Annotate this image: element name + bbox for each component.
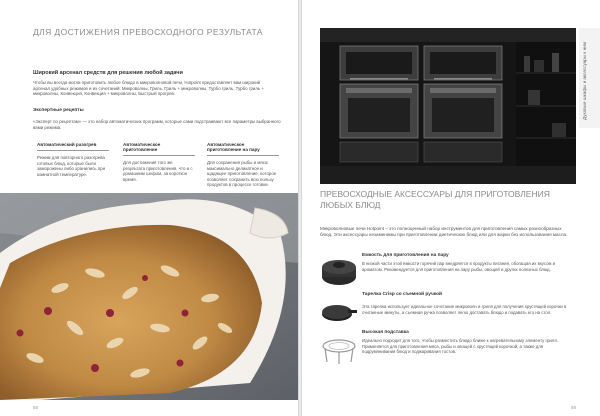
feature-column-title: Автоматический разогрев: [37, 142, 109, 151]
steamer-image: [320, 253, 358, 293]
feature-column-text: Для сохранения рыбы и мяса: максимально деликатное и щадящее приготовление, которое позволяет сохранить всю пользу продуктов в процессе готовки.: [207, 160, 277, 188]
accessory-text: В низкой части этой ёмкости горячий пар внедряется в продукты питания, обогащая их вкусом и ароматом. Рекомендуется для приготовления на пару рыбы, овощей и других полезных блюд.: [362, 261, 556, 272]
right-intro-text: Микроволновые печи Hotpoint – это полноценный набор инструментов для приготовления самых разнообразных блюд. Эти аксессуары незаменимы при приготовлении диетических блюд или для жарки без использования масла.: [320, 226, 568, 237]
left-intro-text: Чтобы вы всегда могли приготовить любое блюдо в микроволновой печи, Hotpoint предоставляет вам широкий арсенал удобных режимов и их сочетаний: Микроволны, Гриль, Гриль + микроволны, Турбо гриль, Турбо гриль + микроволны, Конвекция, Конвекция + микроволны, Быстрый прогрев.: [33, 80, 264, 97]
left-subtitle: Широкий арсенал средств для решения любой задачи: [33, 70, 183, 76]
side-tab-label: Духовые шкафы и аксессуары к ним: [582, 42, 587, 120]
feature-column-reheat: [37, 142, 109, 177]
right-page-number: 89: [570, 405, 576, 410]
left-page-title: ДЛЯ ДОСТИЖЕНИЯ ПРЕВОСХОДНОГО РЕЗУЛЬТАТА: [33, 27, 263, 37]
accessory-text: Эта тарелка использует идеальное сочетание микроволн и гриля для получения хрустящей корочки в считанные минуты, а съемная ручка позволяет легко доставать блюдо и подавать его на стол.: [362, 304, 567, 315]
feature-column-title: Автоматическое приготовление: [123, 142, 195, 156]
accessory-title: Емкость для приготовления на пару: [362, 253, 449, 258]
accessory-title: Высокая подставка: [362, 330, 409, 335]
crisp-plate-image: [320, 292, 358, 332]
high-rack-image: [320, 330, 358, 370]
right-page-title: ПРЕВОСХОДНЫЕ АКСЕССУАРЫ ДЛЯ ПРИГОТОВЛЕНИЯ ЛЮБЫХ БЛЮД: [320, 189, 550, 210]
accessory-title: Тарелка Crisp со съемной ручкой: [362, 292, 442, 297]
accessory-text: Идеально подходит для того, чтобы разместить блюдо ближе к нагревательному элементу гриля. Применяется для приготовления мяса, рыбы и овощей с хрустящей корочкой, а также для подрумянивания блюд и поджаривания тостов.: [362, 338, 558, 355]
recipe-expert-text: «Эксперт по рецептам» — это набор автоматических программ, которые сами подстраивают все параметры выбранного вами режима.: [33, 119, 281, 130]
right-page: [302, 0, 600, 416]
section-side-tab: [579, 28, 600, 128]
feature-column-text: Режим для повторного разогрева готовых блюд, которые были заморожены либо хранились при комнатной температуре.: [37, 155, 106, 177]
feature-column-title: Автоматическое приготовление на пару: [207, 142, 279, 156]
feature-column-cook: [123, 142, 195, 182]
left-page: [0, 0, 298, 416]
crumble-dish-photo: [0, 193, 298, 400]
left-page-number: 88: [33, 405, 39, 410]
recipe-expert-heading: Экспертные рецепты: [33, 108, 84, 113]
feature-column-text: Для достижения того же результата приготовления, что и с домашним шефом, за короткое время.: [123, 160, 193, 182]
kitchen-oven-photo: [320, 28, 576, 184]
feature-column-steam: [207, 142, 279, 188]
